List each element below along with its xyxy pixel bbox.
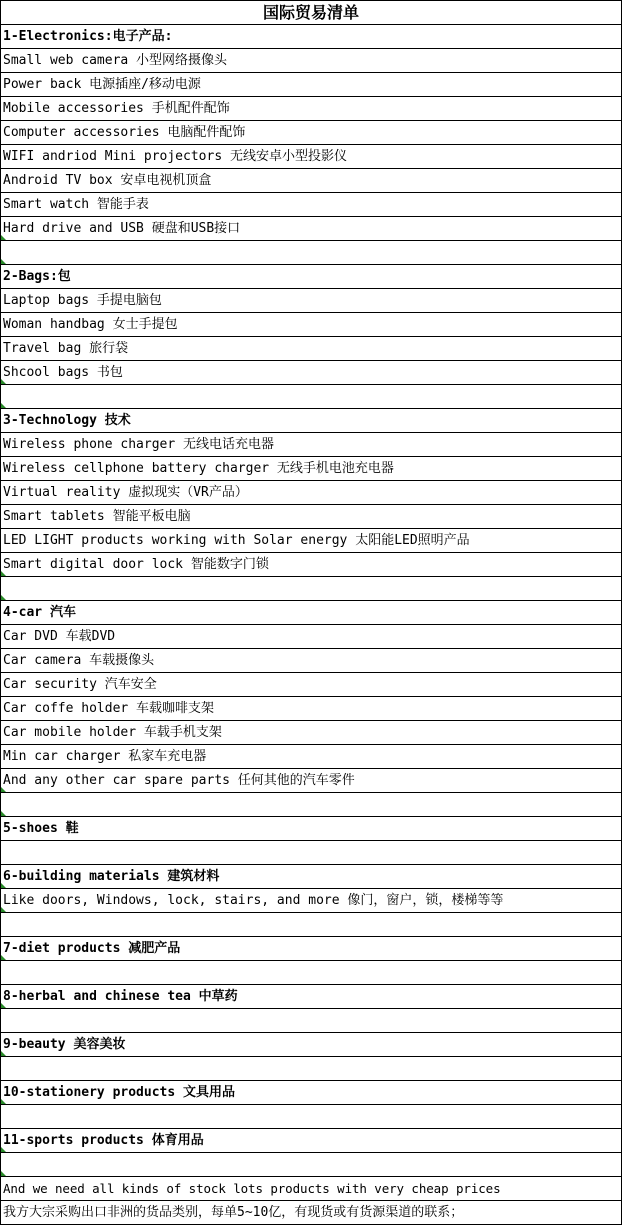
cell-comment-indicator-icon [1, 1003, 6, 1008]
category-row[interactable]: 6-building materials 建筑材料 [1, 865, 621, 889]
list-item[interactable]: Smart watch 智能手表 [1, 193, 621, 217]
category-row[interactable]: 3-Technology 技术 [1, 409, 621, 433]
list-item[interactable]: Travel bag 旅行袋 [1, 337, 621, 361]
cell-comment-indicator-icon [1, 403, 6, 408]
list-item[interactable]: Car mobile holder 车载手机支架 [1, 721, 621, 745]
list-item[interactable]: Car camera 车载摄像头 [1, 649, 621, 673]
blank-row[interactable] [1, 1153, 621, 1177]
category-row[interactable]: 9-beauty 美容美妆 [1, 1033, 621, 1057]
cell-comment-indicator-icon [1, 259, 6, 264]
blank-row[interactable] [1, 841, 621, 865]
blank-row[interactable] [1, 241, 621, 265]
list-item[interactable]: Like doors, Windows, lock, stairs, and more 像门，窗户，锁，楼梯等等 [1, 889, 621, 913]
cell-comment-indicator-icon [1, 1171, 6, 1176]
cell-comment-indicator-icon [1, 787, 6, 792]
cell-comment-indicator-icon [1, 571, 6, 576]
category-row[interactable]: 8-herbal and chinese tea 中草药 [1, 985, 621, 1009]
cell-comment-indicator-icon [1, 235, 6, 240]
cell-comment-indicator-icon [1, 1147, 6, 1152]
cell-comment-indicator-icon [1, 907, 6, 912]
list-item[interactable]: Car DVD 车载DVD [1, 625, 621, 649]
blank-row[interactable] [1, 1009, 621, 1033]
blank-row[interactable] [1, 913, 621, 937]
blank-row[interactable] [1, 793, 621, 817]
list-item[interactable]: Smart digital door lock 智能数字门锁 [1, 553, 621, 577]
category-row[interactable]: 11-sports products 体育用品 [1, 1129, 621, 1153]
blank-row[interactable] [1, 961, 621, 985]
list-item[interactable]: Wireless phone charger 无线电话充电器 [1, 433, 621, 457]
blank-row[interactable] [1, 577, 621, 601]
list-item[interactable]: Shcool bags 书包 [1, 361, 621, 385]
blank-row[interactable] [1, 385, 621, 409]
list-item[interactable]: Small web camera 小型网络摄像头 [1, 49, 621, 73]
cell-comment-indicator-icon [1, 379, 6, 384]
list-item[interactable]: Computer accessories 电脑配件配饰 [1, 121, 621, 145]
list-item[interactable]: Car coffe holder 车载咖啡支架 [1, 697, 621, 721]
list-item[interactable]: Android TV box 安卓电视机顶盒 [1, 169, 621, 193]
cell-comment-indicator-icon [1, 955, 6, 960]
category-row[interactable]: 2-Bags:包 [1, 265, 621, 289]
category-row[interactable]: 1-Electronics:电子产品: [1, 25, 621, 49]
list-item[interactable]: And any other car spare parts 任何其他的汽车零件 [1, 769, 621, 793]
sheet-rows [1, 25, 621, 1225]
cell-comment-indicator-icon [1, 811, 6, 816]
cell-comment-indicator-icon [1, 1051, 6, 1056]
cell-comment-indicator-icon [1, 595, 6, 600]
list-item[interactable]: Hard drive and USB 硬盘和USB接口 [1, 217, 621, 241]
list-item[interactable]: Car security 汽车安全 [1, 673, 621, 697]
list-item[interactable]: Laptop bags 手提电脑包 [1, 289, 621, 313]
list-item[interactable]: WIFI andriod Mini projectors 无线安卓小型投影仪 [1, 145, 621, 169]
blank-row[interactable] [1, 1105, 621, 1129]
list-item[interactable]: Woman handbag 女士手提包 [1, 313, 621, 337]
list-item[interactable]: Smart tablets 智能平板电脑 [1, 505, 621, 529]
list-item[interactable]: LED LIGHT products working with Solar energy 太阳能LED照明产品 [1, 529, 621, 553]
category-row[interactable]: 4-car 汽车 [1, 601, 621, 625]
sheet-title: 国际贸易清单 [1, 1, 621, 25]
list-item[interactable]: Power back 电源插座/移动电源 [1, 73, 621, 97]
list-item[interactable]: Virtual reality 虚拟现实（VR产品） [1, 481, 621, 505]
cell-comment-indicator-icon [1, 1099, 6, 1104]
cell-comment-indicator-icon [1, 883, 6, 888]
list-item[interactable]: Wireless cellphone battery charger 无线手机电池充电器 [1, 457, 621, 481]
list-item[interactable]: And we need all kinds of stock lots products with very cheap prices [1, 1177, 621, 1201]
list-item[interactable]: Mobile accessories 手机配件配饰 [1, 97, 621, 121]
category-row[interactable]: 7-diet products 减肥产品 [1, 937, 621, 961]
category-row[interactable]: 5-shoes 鞋 [1, 817, 621, 841]
category-row[interactable]: 10-stationery products 文具用品 [1, 1081, 621, 1105]
list-item[interactable]: Min car charger 私家车充电器 [1, 745, 621, 769]
blank-row[interactable] [1, 1057, 621, 1081]
list-item[interactable]: 我方大宗采购出口非洲的货品类别，每单5~10亿，有现货或有货源渠道的联系； [1, 1201, 621, 1225]
